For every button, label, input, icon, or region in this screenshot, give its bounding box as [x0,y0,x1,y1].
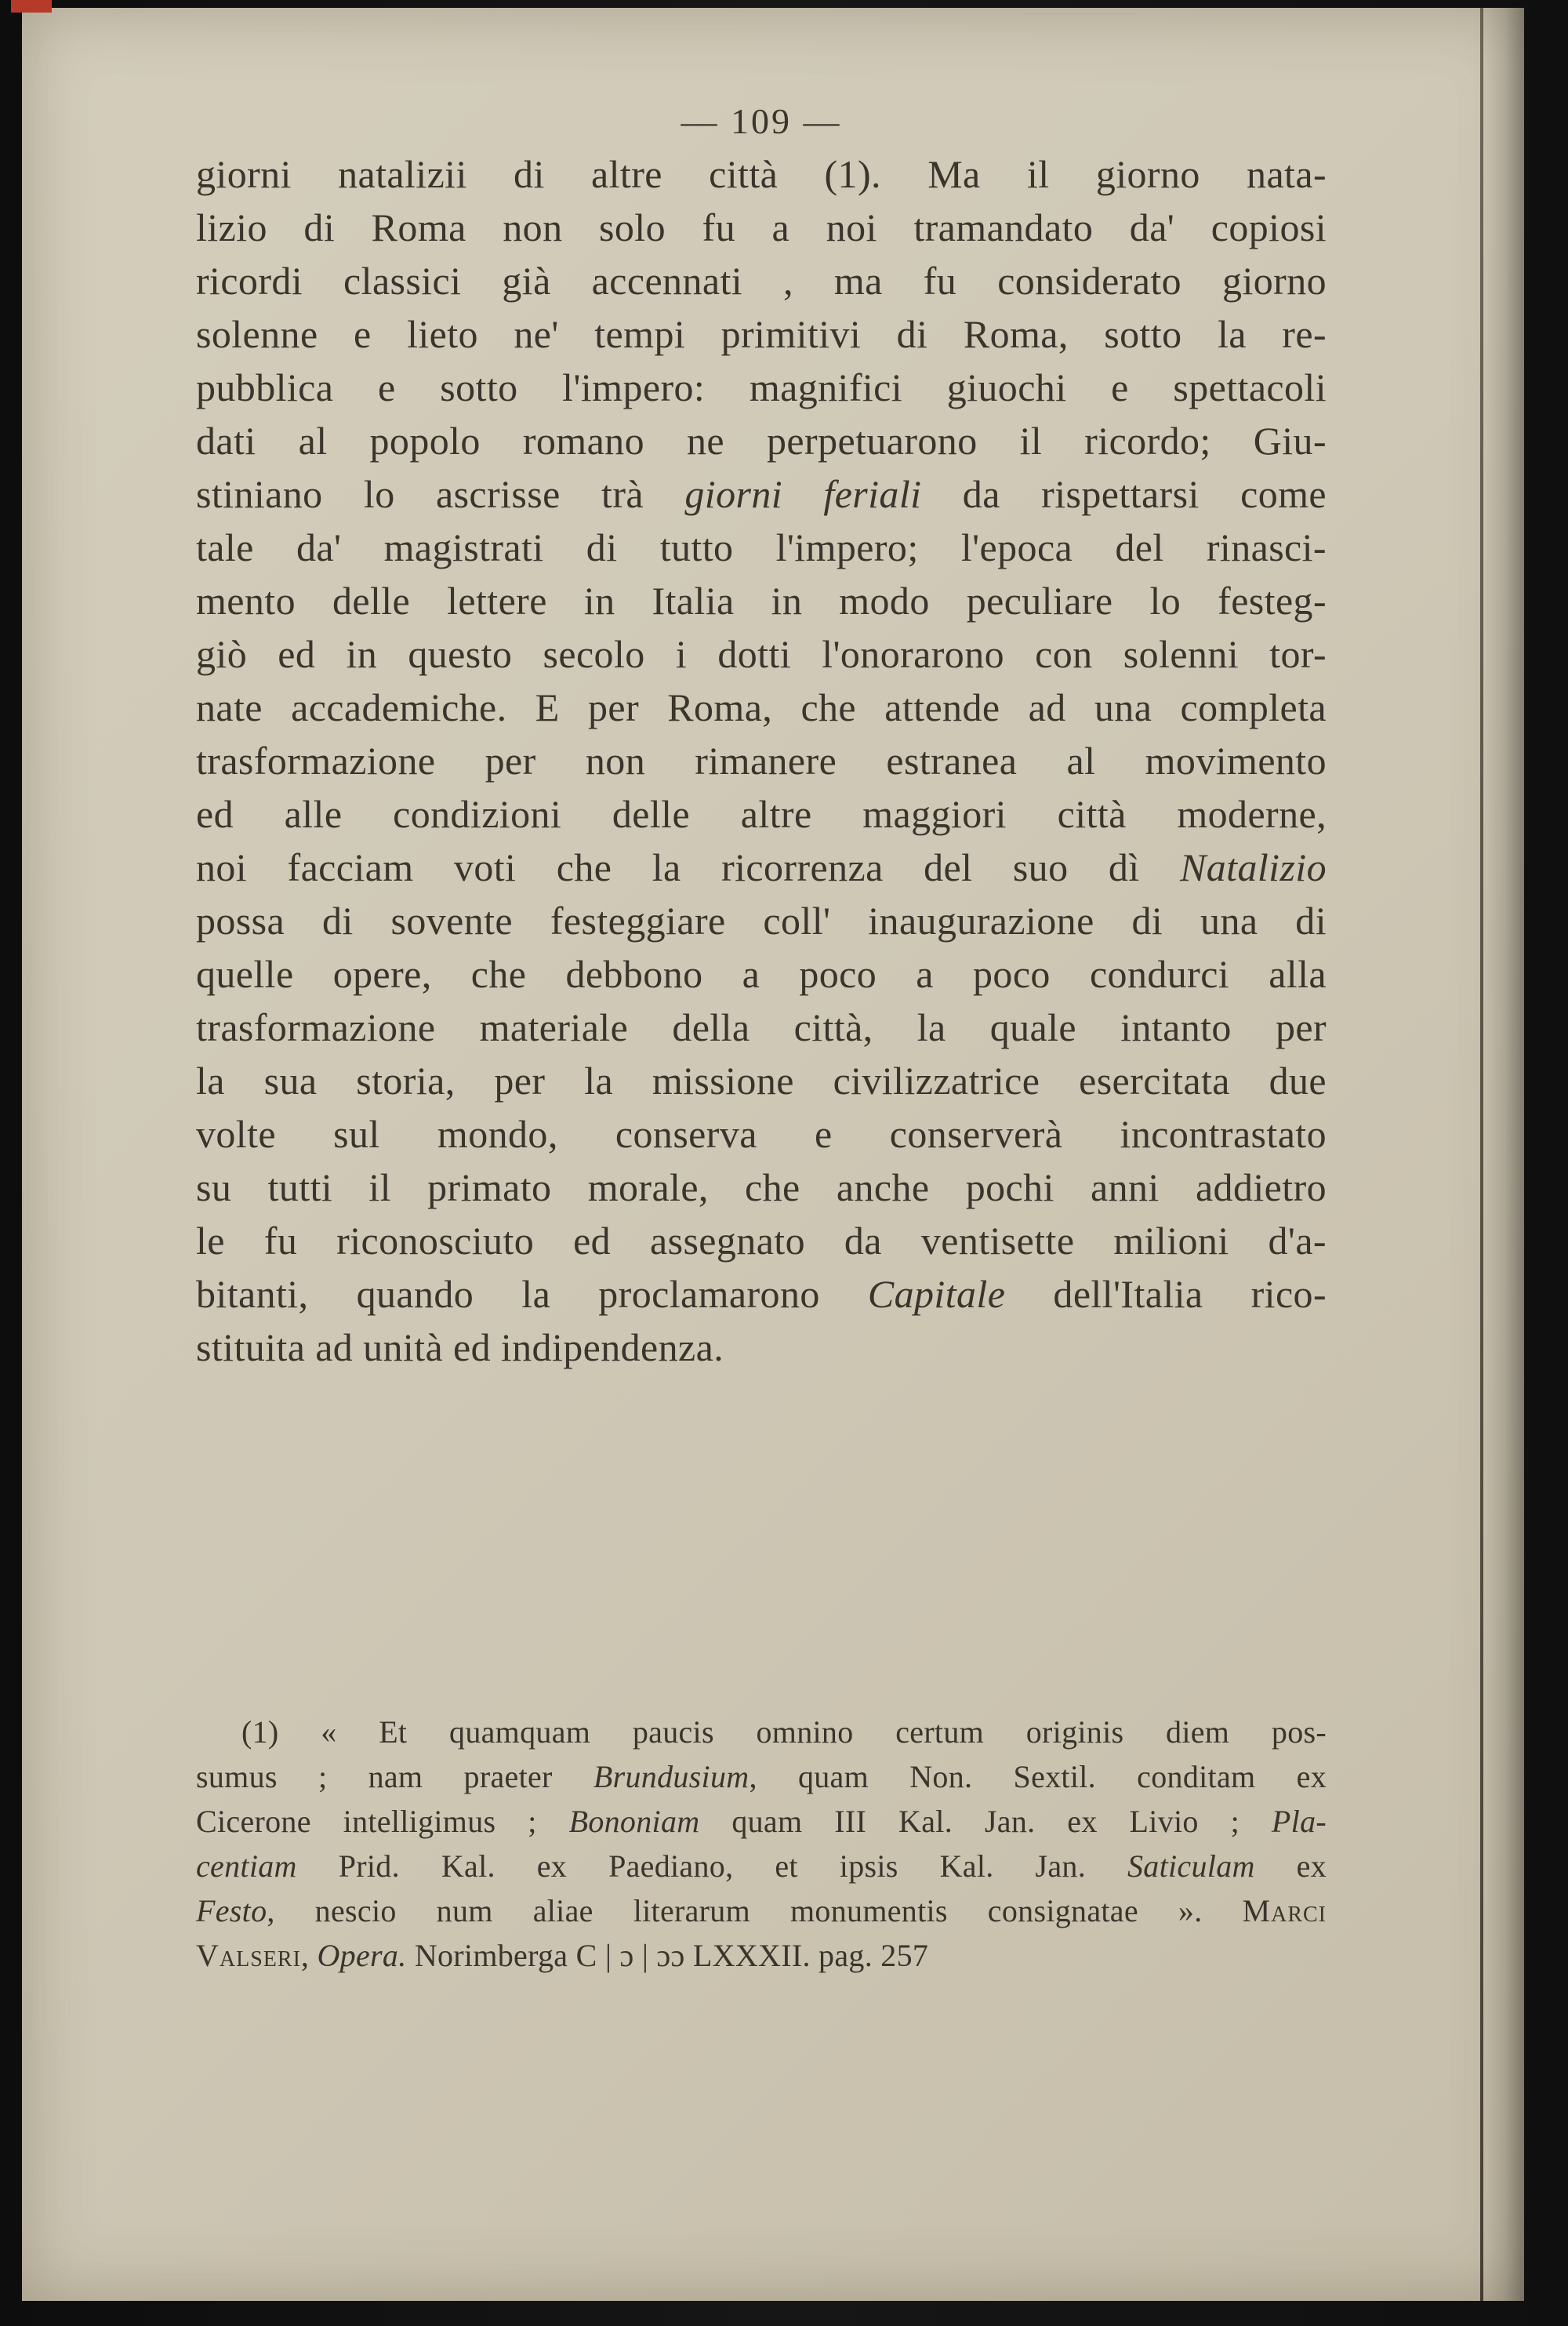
page-edge-shadow [1480,8,1483,2301]
text-segment: trasformazione materiale della città, la quale intanto per [196,1005,1327,1049]
text-segment: volte sul mondo, conserva e conserverà incontrastato [196,1112,1327,1156]
text-segment: , [300,1938,318,1973]
text-segment: dell'Italia rico- [1005,1272,1327,1316]
book-page [22,8,1524,2301]
footnote-line [196,1710,1327,1754]
text-segment: Festo [196,1893,267,1928]
text-segment: giò ed in questo secolo i dotti l'onorarono con solenni tor- [196,632,1327,676]
body-line [196,1054,1327,1107]
body-line [196,894,1327,947]
text-segment: Cicerone intelligimus ; [196,1804,569,1839]
body-line [196,1161,1327,1214]
text-segment: lizio di Roma non solo fu a noi tramandato da' copiosi [196,205,1327,249]
body-line [196,947,1327,1001]
text-segment: Capitale [867,1272,1006,1316]
body-line [196,1001,1327,1054]
text-segment: Natalizio [1180,845,1327,889]
body-line [196,734,1327,787]
text-segment: Marci [1242,1893,1327,1928]
body-line [196,1267,1327,1321]
text-segment: Norimberga C | ɔ | ɔɔ LXXXII. pag. 257 [406,1938,929,1973]
text-segment: Opera. [317,1938,407,1973]
text-segment: Pla- [1271,1804,1327,1839]
body-line [196,521,1327,574]
body-line [196,414,1327,467]
body-line [196,1107,1327,1161]
footnote-line [196,1844,1327,1888]
text-segment: ricordi classici già accennati , ma fu considerato giorno [196,259,1327,303]
text-segment: giorni natalizii di altre città (1). Ma il giorno nata- [196,152,1327,196]
body-line [196,627,1327,681]
text-segment: Brundusium [593,1759,750,1794]
body-line [196,467,1327,521]
body-line [196,787,1327,841]
text-segment: pubblica e sotto l'impero: magnifici giuochi e spettacoli [196,365,1327,409]
page-content [196,8,1327,2301]
footnote [196,1710,1327,1978]
body-line [196,254,1327,307]
text-segment: giorni feriali [684,472,922,516]
text-segment: Prid. Kal. ex Paediano, et ipsis Kal. Jan. [296,1848,1127,1884]
text-segment: (1) « Et quamquam paucis omnino certum originis diem pos- [241,1714,1327,1750]
text-segment: la sua storia, per la missione civilizzatrice esercitata due [196,1059,1327,1103]
body-line [196,574,1327,627]
body-line [196,841,1327,894]
text-segment: , quam Non. Sextil. conditam ex [749,1759,1327,1794]
text-segment: quam III Kal. Jan. ex Livio ; [699,1804,1272,1839]
footnote-line [196,1754,1327,1799]
body-line [196,1321,1327,1374]
footnote-line [196,1888,1327,1933]
text-segment: bitanti, quando la proclamarono [196,1272,868,1316]
footnote-line [196,1933,1327,1978]
text-segment: ex [1254,1848,1327,1884]
body-line [196,147,1327,201]
text-segment: nate accademiche. E per Roma, che attende ad una completa [196,685,1327,729]
text-segment: Saticulam [1127,1848,1255,1884]
text-segment: da rispettarsi come [921,472,1327,516]
text-segment: su tutti il primato morale, che anche pochi anni addietro [196,1165,1327,1209]
text-segment: Valseri [196,1938,301,1973]
text-segment: quelle opere, che debbono a poco a poco condurci alla [196,952,1327,996]
red-mark [11,0,52,13]
text-segment: centiam [196,1848,297,1884]
text-segment: stituita ad unità ed indipendenza. [196,1325,724,1369]
text-segment: tale da' magistrati di tutto l'impero; l'epoca del rinasci- [196,525,1327,569]
text-segment: trasformazione per non rimanere estranea al movimento [196,739,1327,783]
text-segment: le fu riconosciuto ed assegnato da ventisette milioni d'a- [196,1219,1327,1263]
text-segment: dati al popolo romano ne perpetuarono il ricordo; Giu- [196,419,1327,463]
page-number: — 109 — [681,101,842,141]
body-line [196,1214,1327,1267]
text-segment: solenne e lieto ne' tempi primitivi di Roma, sotto la re- [196,312,1327,356]
text-segment: mento delle lettere in Italia in modo peculiare lo festeg- [196,579,1327,623]
footnote-line [196,1799,1327,1844]
text-segment: ed alle condizioni delle altre maggiori città moderne, [196,792,1327,836]
body-text [196,147,1327,1374]
body-line [196,681,1327,734]
text-segment: sumus ; nam praeter [196,1759,593,1794]
body-line [196,201,1327,254]
body-line [196,307,1327,361]
text-segment: , nescio num aliae literarum monumentis consignatae ». [267,1893,1243,1928]
text-segment: possa di sovente festeggiare coll' inaugurazione di una di [196,899,1327,943]
text-segment: stiniano lo ascrisse trà [196,472,685,516]
body-line [196,361,1327,414]
text-segment: Bononiam [568,1804,700,1839]
text-segment: noi facciam voti che la ricorrenza del suo dì [196,845,1181,889]
